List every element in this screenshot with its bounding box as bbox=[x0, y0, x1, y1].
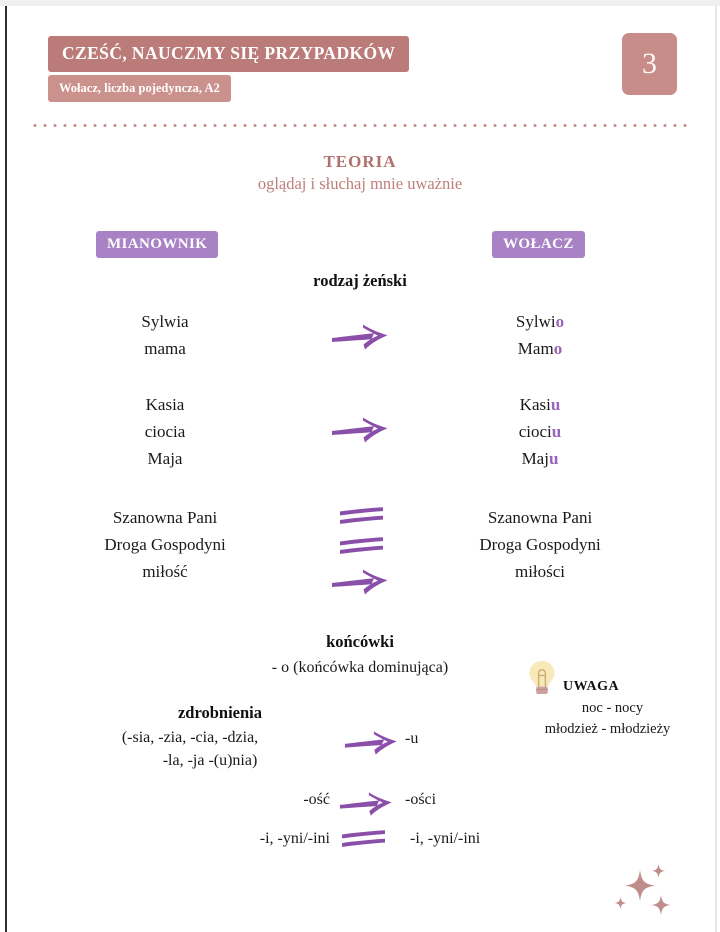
diminutives-line-2: -la, -ja -(u)nia) bbox=[162, 752, 258, 769]
note-line-1: noc - nocy bbox=[581, 700, 644, 716]
word-item: Droga Gospodyni bbox=[104, 535, 226, 554]
arrow-icon bbox=[330, 567, 392, 597]
equals-icon bbox=[340, 828, 388, 850]
word-ending: o bbox=[555, 312, 565, 331]
diminutives-line-1: (-sia, -zia, -cia, -dzia, bbox=[121, 729, 259, 746]
arrow-icon bbox=[338, 790, 396, 818]
case-badge-mianownik bbox=[96, 231, 218, 258]
word-item bbox=[415, 391, 665, 418]
word-stem: cioci bbox=[518, 422, 552, 441]
word-stem: miłości bbox=[514, 562, 566, 581]
word-item: Szanowna Pani bbox=[112, 508, 218, 527]
word-ending: u bbox=[550, 395, 561, 414]
diminutives-title: zdrobnienia bbox=[177, 703, 263, 722]
word-item bbox=[415, 308, 665, 335]
word-stem: Mam bbox=[517, 339, 554, 358]
page-top-strip bbox=[0, 0, 720, 6]
word-item: Maja bbox=[147, 449, 183, 468]
dotted-divider bbox=[30, 124, 690, 127]
word-column-left-group-1 bbox=[40, 308, 290, 362]
worksheet-subtitle: Wołacz, liczba pojedyncza, A2 bbox=[59, 81, 220, 95]
ending-iyni-right: -i, -yni/-ini bbox=[410, 830, 481, 847]
page-left-edge bbox=[5, 6, 7, 932]
word-item: ciocia bbox=[144, 422, 186, 441]
arrow-icon bbox=[343, 729, 401, 757]
case-badge-wolacz bbox=[492, 231, 585, 258]
diminutives-result: -u bbox=[405, 730, 419, 747]
word-ending: o bbox=[553, 339, 563, 358]
note-line-2: młodzież - młodzieży bbox=[544, 721, 671, 737]
case-label-right: WOŁACZ bbox=[503, 236, 574, 252]
word-item bbox=[415, 418, 665, 445]
word-item bbox=[415, 504, 665, 531]
word-column-left-group-2 bbox=[40, 391, 290, 472]
word-item: Kasia bbox=[145, 395, 185, 414]
word-stem: Droga Gospodyni bbox=[479, 535, 601, 554]
gender-label: rodzaj żeński bbox=[313, 271, 407, 290]
worksheet-subtitle-bar bbox=[48, 75, 231, 102]
word-item bbox=[415, 558, 665, 585]
word-item: miłość bbox=[142, 562, 188, 581]
word-item bbox=[415, 335, 665, 362]
section-subheading: oglądaj i słuchaj mnie uważnie bbox=[257, 174, 463, 193]
ending-osc-right: -ości bbox=[405, 791, 437, 808]
section-heading: TEORIA bbox=[323, 152, 397, 171]
word-item bbox=[415, 531, 665, 558]
ending-osc-left: -ość bbox=[303, 791, 330, 808]
word-column-left-group-3 bbox=[40, 504, 290, 585]
ending-iyni-left: -i, -yni/-ini bbox=[259, 830, 330, 847]
word-ending: u bbox=[548, 449, 559, 468]
worksheet-title-bar bbox=[48, 36, 409, 72]
word-item: mama bbox=[144, 339, 186, 358]
worksheet-title: CZEŚĆ, NAUCZMY SIĘ PRZYPADKÓW bbox=[62, 43, 396, 63]
word-item bbox=[415, 445, 665, 472]
word-stem: Szanowna Pani bbox=[487, 508, 593, 527]
note-title: UWAGA bbox=[563, 679, 620, 694]
word-ending: u bbox=[551, 422, 562, 441]
word-column-right-group-2 bbox=[415, 391, 665, 472]
lightbulb-icon bbox=[527, 659, 557, 702]
equals-icon bbox=[338, 505, 386, 527]
page-number-badge bbox=[622, 33, 677, 95]
word-stem: Kasi bbox=[519, 395, 551, 414]
word-column-right-group-1 bbox=[415, 308, 665, 362]
word-stem: Maj bbox=[521, 449, 549, 468]
endings-title: końcówki bbox=[326, 632, 394, 651]
equals-icon bbox=[338, 535, 386, 557]
arrow-icon bbox=[330, 322, 392, 352]
page-right-edge bbox=[715, 6, 717, 932]
word-item: Sylwia bbox=[141, 312, 189, 331]
word-stem: Sylwi bbox=[515, 312, 556, 331]
case-label-left: MIANOWNIK bbox=[107, 236, 208, 252]
arrow-icon bbox=[330, 415, 392, 445]
word-column-right-group-3 bbox=[415, 504, 665, 585]
page-number: 3 bbox=[642, 47, 657, 80]
endings-dominant: - o (końcówka dominująca) bbox=[271, 659, 449, 676]
sparkles-icon bbox=[612, 862, 688, 925]
